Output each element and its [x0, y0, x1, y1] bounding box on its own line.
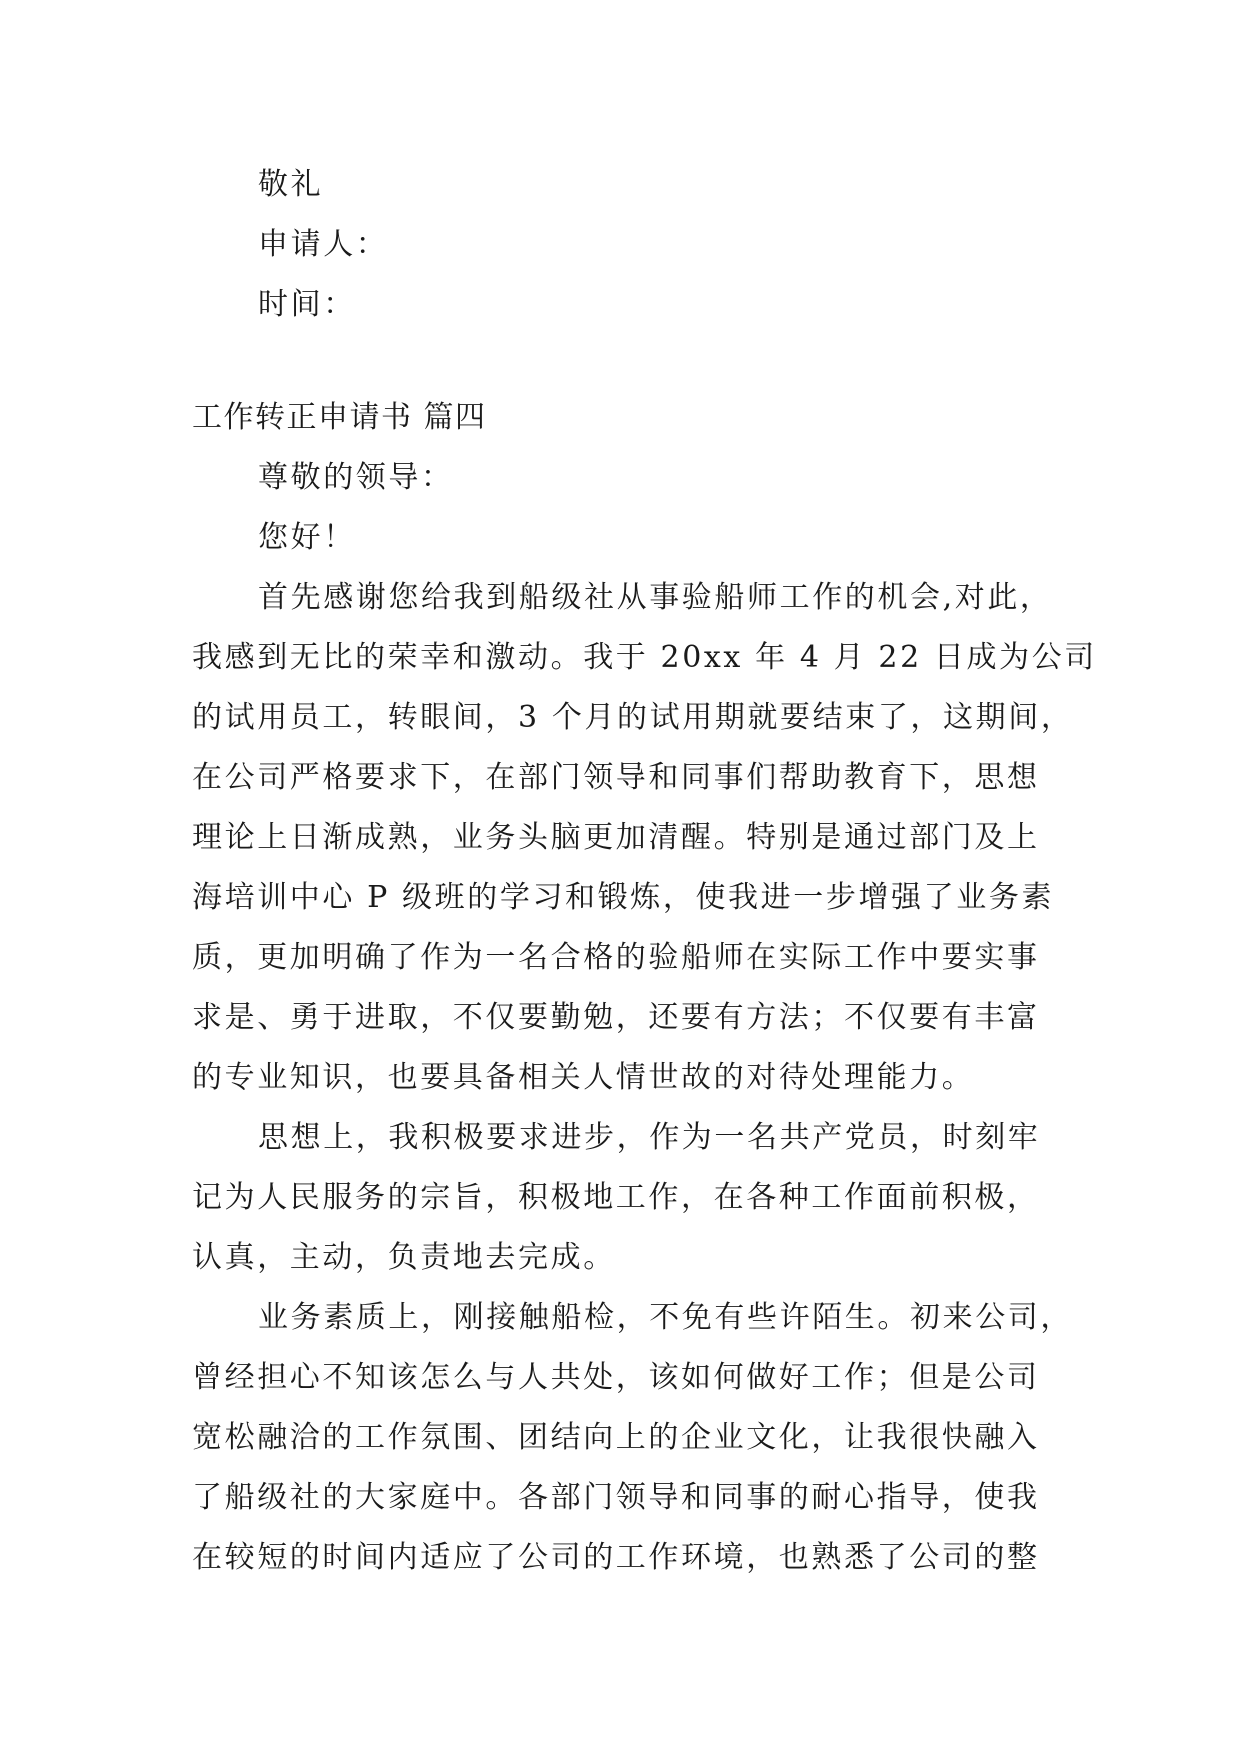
greeting: 您好！ — [258, 520, 356, 555]
paragraph-3-line-2: 曾经担心不知该怎么与人共处，该如何做好工作；但是公司 — [192, 1360, 1040, 1395]
paragraph-1-line-9: 的专业知识，也要具备相关人情世故的对待处理能力。 — [192, 1060, 975, 1095]
paragraph-3-line-1: 业务素质上，刚接触船检，不免有些许陌生。初来公司， — [258, 1300, 1073, 1335]
paragraph-1-line-4: 在公司严格要求下，在部门领导和同事们帮助教育下，思想 — [192, 760, 1040, 795]
paragraph-2-line-2: 记为人民服务的宗旨，积极地工作，在各种工作面前积极， — [192, 1180, 1040, 1215]
paragraph-3-line-4: 了船级社的大家庭中。各部门领导和同事的耐心指导，使我 — [192, 1480, 1040, 1515]
addressee: 尊敬的领导： — [258, 460, 454, 495]
paragraph-1-line-5: 理论上日渐成熟，业务头脑更加清醒。特别是通过部门及上 — [192, 820, 1040, 855]
section-title: 工作转正申请书 篇四 — [192, 400, 487, 435]
paragraph-3-line-5: 在较短的时间内适应了公司的工作环境，也熟悉了公司的整 — [192, 1540, 1040, 1575]
date-label: 时间： — [258, 287, 356, 322]
paragraph-3-line-3: 宽松融洽的工作氛围、团结向上的企业文化，让我很快融入 — [192, 1420, 1040, 1455]
paragraph-1-line-7: 质，更加明确了作为一名合格的验船师在实际工作中要实事 — [192, 940, 1040, 975]
paragraph-1-line-8: 求是、勇于进取，不仅要勤勉，还要有方法；不仅要有丰富 — [192, 1000, 1040, 1035]
paragraph-1-line-1: 首先感谢您给我到船级社从事验船师工作的机会,对此， — [258, 580, 1053, 615]
paragraph-2-line-3: 认真，主动，负责地去完成。 — [192, 1240, 616, 1275]
paragraph-1-line-2: 我感到无比的荣幸和激动。我于 20xx 年 4 月 22 日成为公司 — [192, 640, 1097, 675]
paragraph-1-line-6: 海培训中心 P 级班的学习和锻炼，使我进一步增强了业务素 — [192, 880, 1055, 915]
paragraph-2-line-1: 思想上，我积极要求进步，作为一名共产党员，时刻牢 — [258, 1120, 1041, 1155]
paragraph-1-line-3: 的试用员工，转眼间，3 个月的试用期就要结束了，这期间， — [192, 700, 1074, 735]
closing-salutation: 敬礼 — [258, 167, 324, 202]
applicant-label: 申请人： — [258, 227, 389, 262]
